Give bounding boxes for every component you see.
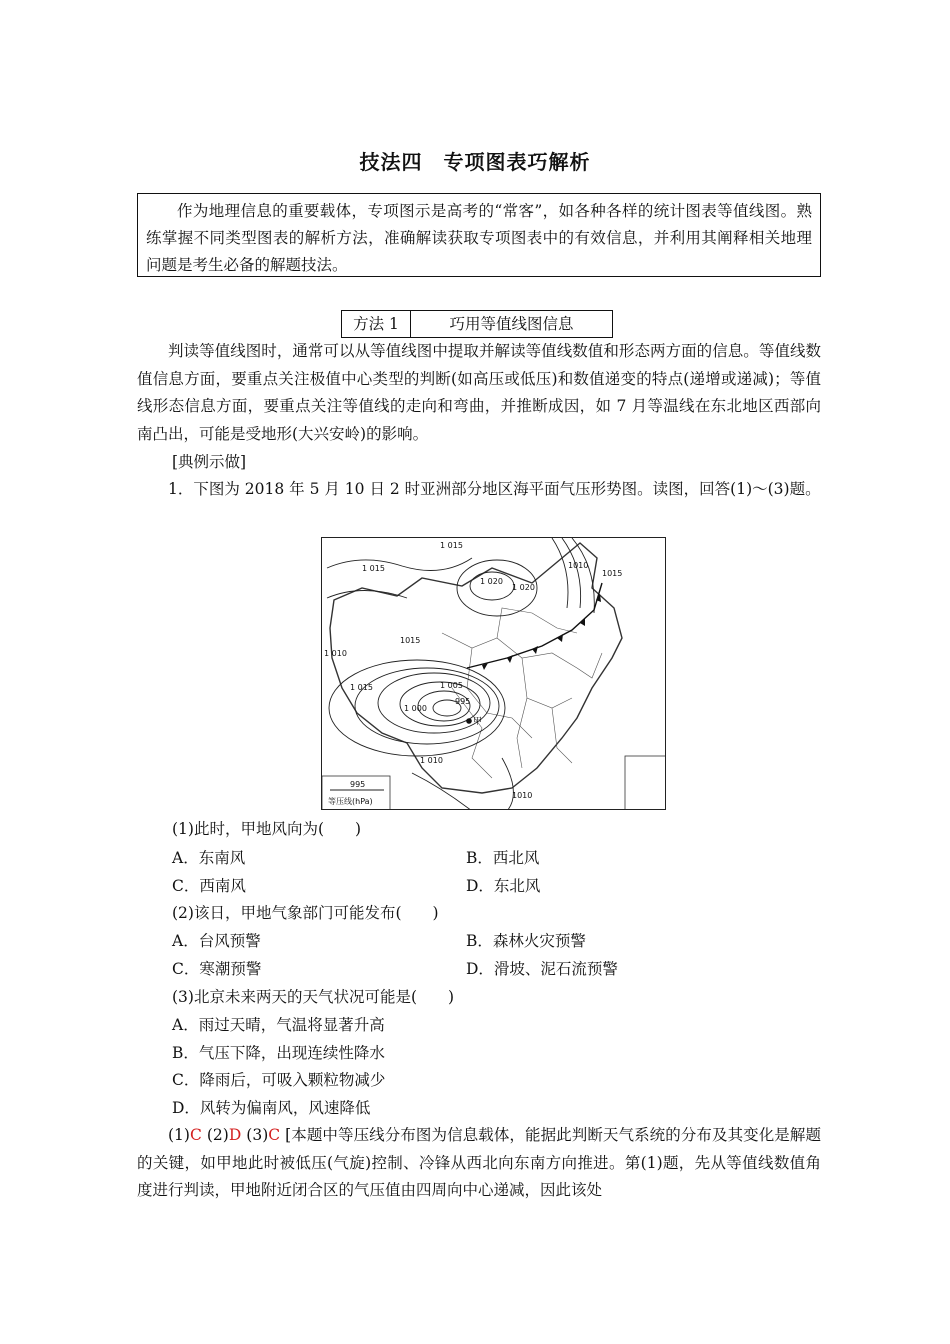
isobar-label: 1015 — [400, 636, 421, 645]
q3-stem: (3)北京未来两天的天气状况可能是( ) — [172, 988, 455, 1006]
isobar-label: 1 005 — [440, 681, 463, 690]
legend-value: 995 — [350, 780, 366, 789]
inset-map — [625, 756, 666, 810]
q2-option-a: A．台风预警 — [172, 932, 261, 950]
isobars — [327, 538, 594, 810]
country-border — [330, 543, 622, 793]
pressure-map — [321, 537, 666, 810]
isobar-label: 1 020 — [512, 583, 535, 592]
place-marker — [466, 718, 472, 724]
isobar-label: 1 015 — [362, 564, 385, 573]
method-label: 方法 1 — [342, 311, 411, 337]
answer-num-3: (3) — [246, 1126, 269, 1144]
answer-2: D — [228, 1126, 242, 1144]
isobar-label: 1 000 — [404, 704, 427, 713]
example-header: [典例示做] — [172, 453, 247, 471]
q2-option-b: B．森林火灾预警 — [466, 932, 586, 950]
q3-option-d: D．风转为偏南风，风速降低 — [172, 1099, 371, 1117]
isobar-label: 1 015 — [440, 541, 463, 550]
q3-option-b: B．气压下降，出现连续性降水 — [172, 1044, 385, 1062]
q2-option-c: C．寒潮预警 — [172, 960, 262, 978]
q2-stem: (2)该日，甲地气象部门可能发布( ) — [172, 904, 439, 922]
cold-front-markers — [482, 594, 601, 670]
isobar-label: 1010 — [568, 561, 589, 570]
q3-option-c: C．降雨后，可吸入颗粒物减少 — [172, 1071, 386, 1089]
method-box — [341, 310, 613, 338]
isobar-label: 1015 — [602, 569, 623, 578]
answer-3: C — [268, 1126, 281, 1144]
q2-option-d: D．滑坡、泥石流预警 — [466, 960, 618, 978]
isobar-label: 1 020 — [480, 577, 503, 586]
answer-num-1: (1) — [168, 1126, 190, 1144]
q3-option-a: A．雨过天晴，气温将显著升高 — [172, 1016, 385, 1034]
isobar-label: 1010 — [512, 791, 533, 800]
method-name: 巧用等值线图信息 — [449, 315, 574, 333]
isobar-label: 1 010 — [420, 756, 443, 765]
q1-option-b: B．西北风 — [466, 849, 540, 867]
method-description: 判读等值线图时，通常可以从等值线图中提取并解读等值线数值和形态两方面的信息。等值线数值信息方面，要重点关注极值中心类型的判断(如高压或低压)和数值递变的特点(递增或递减)；等值线形态信息方面，要重点关注等值线的走向和弯曲，并推断成因，如 7 月等温线在东北地区西部向南凸出，可能是受地形(大兴安岭)的影响。 — [137, 342, 821, 443]
q1-option-a: A．东南风 — [172, 849, 246, 867]
place-label: 甲 — [473, 717, 483, 727]
page-title: 技法四 专项图表巧解析 — [359, 150, 591, 174]
q1-option-c: C．西南风 — [172, 877, 246, 895]
q1-option-d: D．东北风 — [466, 877, 541, 895]
q1-stem: (1)此时，甲地风向为( ) — [172, 820, 362, 838]
intro-text: 作为地理信息的重要载体，专项图示是高考的“常客”，如各种各样的统计图表等值线图。熟练掌握不同类型图表的解析方法，准确解读获取专项图表中的有效信息，并利用其阐释相关地理问题是考生必备的解题技法。 — [146, 202, 812, 274]
intro-box — [137, 193, 821, 277]
province-lines — [442, 608, 602, 778]
pressure-map-graphic — [322, 538, 666, 810]
legend-label: 等压线(hPa) — [328, 797, 373, 806]
answer-1: C — [189, 1126, 202, 1144]
answer-num-2: (2) — [206, 1126, 229, 1144]
answer-block — [137, 1122, 821, 1205]
question-intro: 1．下图为 2018 年 5 月 10 日 2 时亚洲部分地区海平面气压形势图。读图，回答(1)～(3)题。 — [168, 480, 821, 498]
isobar-label: 1 010 — [324, 649, 347, 658]
cold-front — [467, 583, 602, 668]
isobar-label: 1 015 — [350, 683, 373, 692]
isobar-label: 995 — [455, 697, 471, 706]
answer-explanation: [本题中等压线分布图为信息载体，能据此判断天气系统的分布及其变化是解题的关键，如甲地此时被低压(气旋)控制、冷锋从西北向东南方向推进。第(1)题，先从等值线数值角度进行判读，甲地附近闭合区的气压值由四周向中心递减，因此该处 — [137, 1126, 821, 1199]
